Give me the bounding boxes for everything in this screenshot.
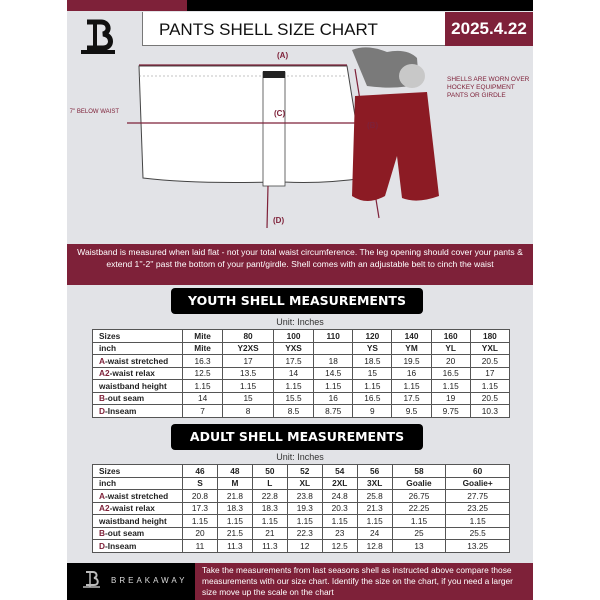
table-cell: 14: [273, 367, 313, 380]
table-cell: 1.15: [353, 380, 392, 393]
table-cell: L: [252, 477, 287, 490]
table-cell: 22.25: [392, 502, 446, 515]
table-cell: YM: [392, 342, 431, 355]
table-cell: 14: [183, 392, 223, 405]
table-cell: 110: [314, 330, 353, 343]
table-cell: Goalie+: [446, 477, 510, 490]
table-row: [93, 367, 510, 380]
row-label-text: -out seam: [105, 528, 145, 539]
table-cell: 8.5: [273, 405, 313, 418]
table-cell: 54: [322, 465, 357, 478]
table-row: [93, 515, 510, 528]
table-row: [93, 465, 510, 478]
row-label-text: inch: [99, 478, 117, 489]
below-waist-note: 7'' BELOW WAIST: [69, 109, 119, 115]
table-cell: 18.5: [353, 355, 392, 368]
table-cell: 18: [314, 355, 353, 368]
table-cell: 10.3: [470, 405, 509, 418]
table-cell: 16: [392, 367, 431, 380]
table-cell: 27.75: [446, 490, 510, 503]
table-cell: 12.8: [357, 540, 392, 553]
row-label-text: -Inseam: [105, 540, 137, 551]
table-cell: 9.75: [431, 405, 470, 418]
table-cell: 25.5: [446, 527, 510, 540]
youth-size-table: [92, 329, 510, 418]
table-cell: Mite: [183, 342, 223, 355]
table-row: [93, 527, 510, 540]
row-label: [93, 342, 183, 355]
table-cell: 20.5: [470, 392, 509, 405]
table-cell: 13: [392, 540, 446, 553]
row-label-prefix: A: [99, 490, 105, 501]
table-cell: 9: [353, 405, 392, 418]
row-label: [93, 380, 183, 393]
table-cell: 1.15: [217, 515, 252, 528]
row-label: [93, 540, 183, 553]
table-cell: 140: [392, 330, 431, 343]
table-cell: 1.15: [273, 380, 313, 393]
row-label-text: -waist stretched: [105, 490, 169, 501]
table-cell: S: [183, 477, 218, 490]
table-row: [93, 392, 510, 405]
table-row: [93, 355, 510, 368]
table-cell: 21.5: [217, 527, 252, 540]
table-cell: 16.5: [353, 392, 392, 405]
table-row: [93, 540, 510, 553]
table-cell: 120: [353, 330, 392, 343]
row-label-prefix: D: [99, 540, 105, 551]
table-cell: YS: [353, 342, 392, 355]
label-a: (A): [277, 51, 289, 60]
table-cell: 100: [273, 330, 313, 343]
table-cell: 11.3: [252, 540, 287, 553]
row-label-prefix: A2: [99, 368, 110, 379]
label-c: (C): [274, 109, 286, 118]
table-cell: 23: [322, 527, 357, 540]
size-chart-page: [67, 0, 533, 600]
table-cell: 20.5: [470, 355, 509, 368]
table-cell: Goalie: [392, 477, 446, 490]
table-cell: 1.15: [470, 380, 509, 393]
table-cell: 8: [223, 405, 274, 418]
row-label: [93, 330, 183, 343]
row-label: [93, 367, 183, 380]
table-cell: YXL: [470, 342, 509, 355]
table-cell: 25.8: [357, 490, 392, 503]
table-cell: 1.15: [287, 515, 322, 528]
table-cell: 17: [223, 355, 274, 368]
table-cell: 20.3: [322, 502, 357, 515]
table-cell: YXS: [273, 342, 313, 355]
table-cell: 50: [252, 465, 287, 478]
table-cell: 25: [392, 527, 446, 540]
row-label: [93, 527, 183, 540]
table-row: [93, 330, 510, 343]
table-cell: 1.15: [446, 515, 510, 528]
table-cell: 19: [431, 392, 470, 405]
row-label-prefix: A: [99, 355, 105, 366]
table-cell: 19.3: [287, 502, 322, 515]
row-label-text: waistband height: [99, 515, 167, 526]
row-label-text: -waist relax: [109, 503, 155, 514]
table-cell: 15: [223, 392, 274, 405]
table-cell: 1.15: [357, 515, 392, 528]
table-row: [93, 502, 510, 515]
row-label: [93, 405, 183, 418]
row-label-text: Sizes: [99, 330, 121, 341]
table-cell: 14.5: [314, 367, 353, 380]
table-cell: 16: [314, 392, 353, 405]
waistband-info-banner: Waistband is measured when laid flat - not your total waist circumference. The leg opening should cover your pants & extend 1''-2'' past the bottom of your pant/girdle. Shell comes with an adjustable belt to cinch the waist: [67, 244, 533, 285]
table-cell: 2XL: [322, 477, 357, 490]
table-cell: 48: [217, 465, 252, 478]
table-cell: 18.3: [217, 502, 252, 515]
table-cell: 60: [446, 465, 510, 478]
table-cell: 1.15: [252, 515, 287, 528]
row-label-text: -waist stretched: [105, 355, 169, 366]
table-cell: 16.5: [431, 367, 470, 380]
row-label: [93, 515, 183, 528]
row-label: [93, 490, 183, 503]
table-row: [93, 490, 510, 503]
table-cell: 1.15: [314, 380, 353, 393]
label-d: (D): [273, 216, 285, 225]
table-cell: [314, 342, 353, 355]
table-cell: 17.5: [392, 392, 431, 405]
date-badge: 2025.4.22: [445, 12, 533, 46]
shells-worn-note: SHELLS ARE WORN OVER HOCKEY EQUIPMENT PANTS OR GIRDLE: [447, 76, 530, 99]
table-cell: 80: [223, 330, 274, 343]
table-row: [93, 405, 510, 418]
table-cell: 11: [183, 540, 218, 553]
adult-section-title: ADULT SHELL MEASUREMENTS: [171, 424, 423, 450]
table-row: [93, 380, 510, 393]
adult-size-table: [92, 464, 510, 553]
adult-unit-label: Unit: Inches: [276, 452, 324, 462]
table-cell: 56: [357, 465, 392, 478]
table-cell: 11.3: [217, 540, 252, 553]
table-cell: 22.8: [252, 490, 287, 503]
row-label: [93, 502, 183, 515]
table-cell: 12.5: [183, 367, 223, 380]
table-cell: 16.3: [183, 355, 223, 368]
table-cell: 17.5: [273, 355, 313, 368]
table-cell: 3XL: [357, 477, 392, 490]
table-cell: Mite: [183, 330, 223, 343]
row-label-text: -waist relax: [109, 368, 155, 379]
row-label-text: Sizes: [99, 465, 121, 476]
row-label-text: waistband height: [99, 380, 167, 391]
table-cell: 13.25: [446, 540, 510, 553]
page-title: PANTS SHELL SIZE CHART: [142, 12, 446, 46]
top-black-bar: [187, 0, 533, 11]
table-cell: 15.5: [273, 392, 313, 405]
table-cell: 180: [470, 330, 509, 343]
row-label: [93, 392, 183, 405]
table-cell: 1.15: [431, 380, 470, 393]
row-label: [93, 355, 183, 368]
table-cell: 46: [183, 465, 218, 478]
row-label-prefix: B: [99, 393, 105, 404]
footer-logo-icon: [83, 569, 101, 593]
table-cell: 1.15: [392, 380, 431, 393]
table-cell: 20: [183, 527, 218, 540]
table-cell: 26.75: [392, 490, 446, 503]
table-cell: 24: [357, 527, 392, 540]
table-cell: 52: [287, 465, 322, 478]
row-label: [93, 477, 183, 490]
row-label-text: inch: [99, 343, 117, 354]
table-cell: 58: [392, 465, 446, 478]
table-cell: 23.25: [446, 502, 510, 515]
pants-diagram: [67, 46, 533, 243]
table-cell: 18.3: [252, 502, 287, 515]
row-label-prefix: B: [99, 528, 105, 539]
table-cell: 9.5: [392, 405, 431, 418]
youth-section-title: YOUTH SHELL MEASUREMENTS: [171, 288, 423, 314]
table-cell: 8.75: [314, 405, 353, 418]
table-cell: 23.8: [287, 490, 322, 503]
table-cell: 17.3: [183, 502, 218, 515]
table-row: [93, 477, 510, 490]
table-cell: 19.5: [392, 355, 431, 368]
footer-brand-name: BREAKAWAY: [111, 576, 188, 585]
table-cell: M: [217, 477, 252, 490]
table-cell: 1.15: [322, 515, 357, 528]
table-cell: 7: [183, 405, 223, 418]
table-cell: 21: [252, 527, 287, 540]
top-accent-bar: [67, 0, 187, 11]
table-cell: 24.8: [322, 490, 357, 503]
table-cell: YL: [431, 342, 470, 355]
table-cell: 21.8: [217, 490, 252, 503]
table-cell: 1.15: [183, 515, 218, 528]
table-cell: 1.15: [392, 515, 446, 528]
row-label: [93, 465, 183, 478]
table-cell: 20: [431, 355, 470, 368]
table-cell: 1.15: [223, 380, 274, 393]
youth-unit-label: Unit: Inches: [276, 317, 324, 327]
table-cell: Y2XS: [223, 342, 274, 355]
row-label-prefix: A2: [99, 503, 110, 514]
table-row: [93, 342, 510, 355]
table-cell: 1.15: [183, 380, 223, 393]
footer-instructions: Take the measurements from last seasons shell as instructed above compare those measurements with our size chart. Identify the size on the chart, if you need a larger size move up the scale on the chart: [195, 563, 533, 600]
table-cell: 22.3: [287, 527, 322, 540]
table-cell: 21.3: [357, 502, 392, 515]
table-cell: 12: [287, 540, 322, 553]
table-cell: 160: [431, 330, 470, 343]
row-label-text: -Inseam: [105, 405, 137, 416]
table-cell: 15: [353, 367, 392, 380]
table-cell: 12.5: [322, 540, 357, 553]
row-label-prefix: D: [99, 405, 105, 416]
table-cell: 13.5: [223, 367, 274, 380]
table-cell: 20.8: [183, 490, 218, 503]
row-label-text: -out seam: [105, 393, 145, 404]
table-cell: XL: [287, 477, 322, 490]
label-b: (B): [367, 121, 379, 130]
table-cell: 17: [470, 367, 509, 380]
